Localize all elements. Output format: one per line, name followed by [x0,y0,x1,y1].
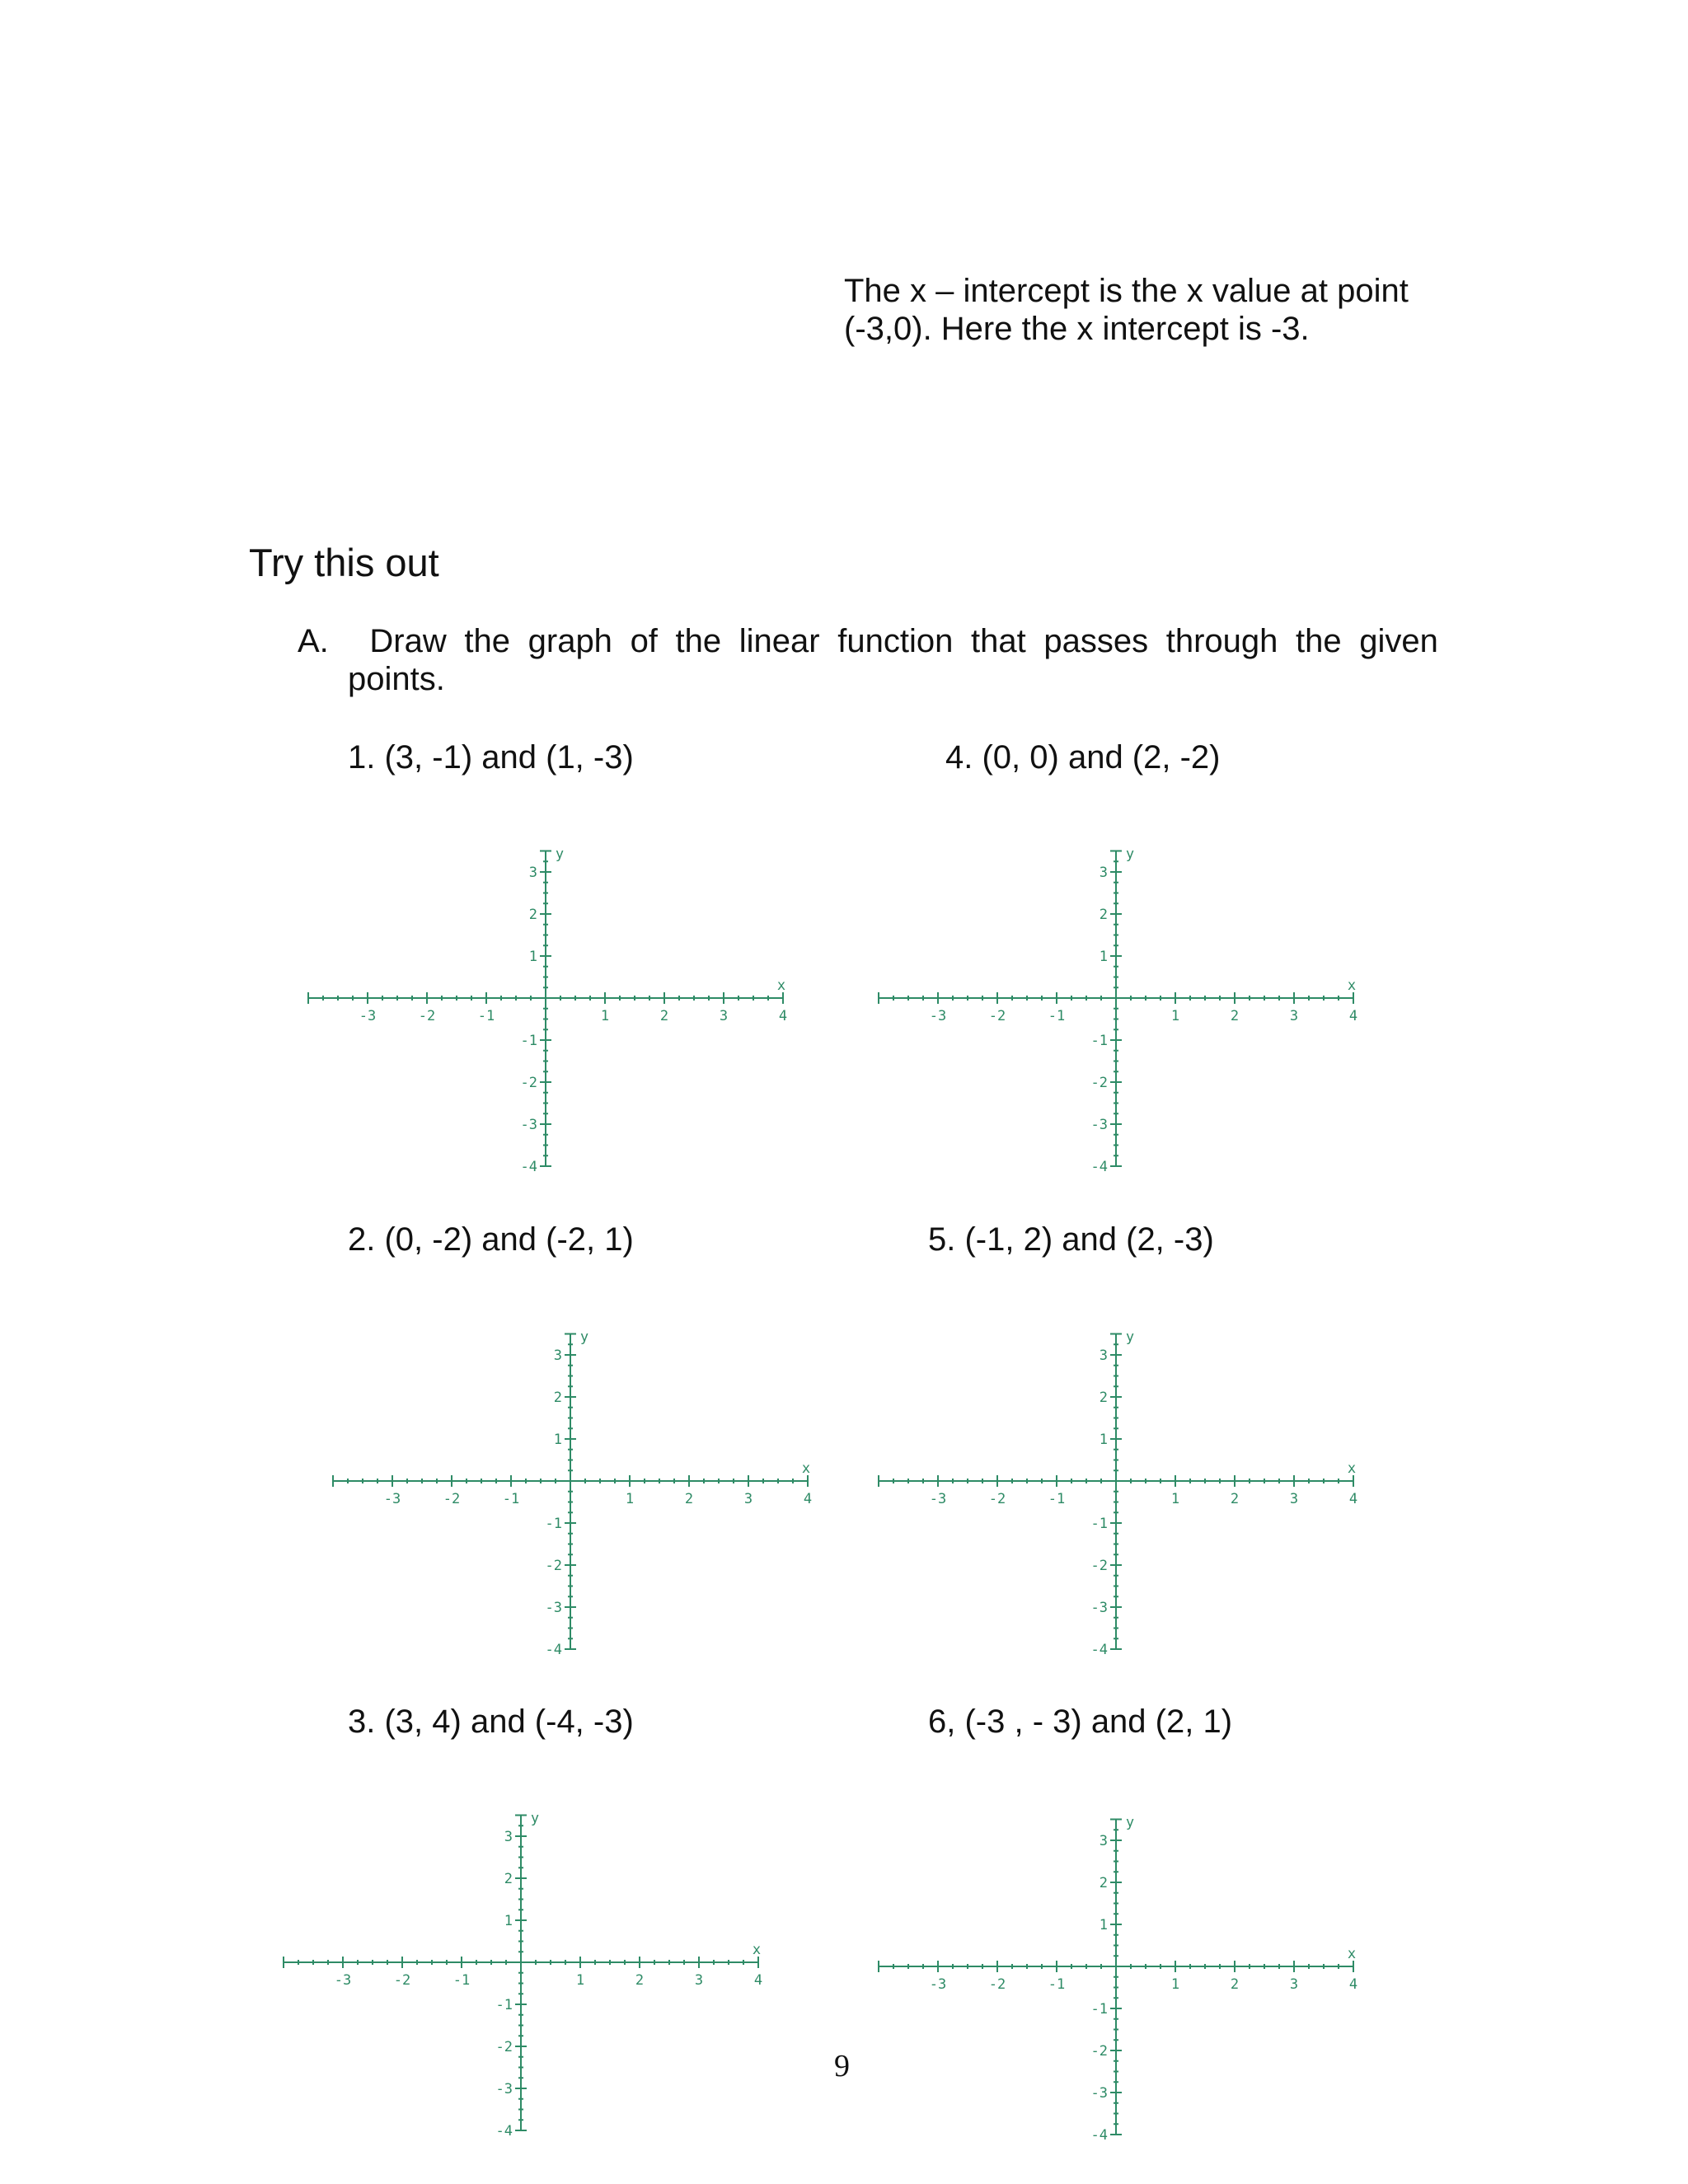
x-tick-label: 3 [1289,1976,1299,1993]
x-tick-label: -2 [443,1491,461,1507]
y-tick-label: -4 [1090,1159,1108,1175]
x-tick-label: 2 [635,1972,645,1989]
intro-line-2: (-3,0). Here the x intercept is -3. [844,311,1310,347]
x-axis-label: x [776,977,786,994]
x-axis-label: x [1347,977,1357,994]
x-tick-label: 3 [743,1491,753,1507]
x-tick-label: 1 [1170,1491,1180,1507]
problem-6-label: 6, (-3 , - 3) and (2, 1) [928,1704,1233,1740]
y-axis-label: y [555,846,565,863]
coordinate-grid-6[interactable] [876,1793,1371,2147]
x-tick-label: 2 [1230,1491,1240,1507]
x-tick-label: -1 [1048,1491,1066,1507]
x-tick-label: 2 [659,1008,669,1024]
y-tick-label: 1 [528,949,537,965]
x-tick-label: 1 [625,1491,635,1507]
instruction-word: the [464,623,510,659]
y-tick-label: 3 [1099,865,1108,881]
x-tick-label: 3 [694,1972,704,1989]
y-tick-label: 3 [1099,1833,1108,1849]
problem-4-label: 4. (0, 0) and (2, -2) [945,739,1221,776]
instruction-word: linear [738,623,820,659]
x-tick-label: 2 [1230,1008,1240,1024]
x-tick-label: 4 [1348,1008,1358,1024]
y-axis-label: y [1125,1814,1135,1831]
x-tick-label: -1 [1048,1976,1066,1993]
y-tick-label: -1 [1090,1033,1108,1049]
y-tick-label: 2 [1099,907,1108,923]
x-tick-label: -3 [334,1972,352,1989]
y-tick-label: -3 [1090,1117,1108,1133]
instruction-word: that [970,623,1026,659]
x-axis-label: x [1347,1460,1357,1477]
x-axis-label: x [752,1942,762,1958]
problem-1-label: 1. (3, -1) and (1, -3) [348,739,634,776]
instruction-word: through [1165,623,1278,659]
x-tick-label: 4 [803,1491,813,1507]
x-tick-label: 3 [719,1008,729,1024]
y-tick-label: 1 [504,1913,513,1929]
x-tick-label: 1 [600,1008,610,1024]
y-tick-label: -4 [1090,2127,1108,2144]
y-tick-label: 1 [1099,949,1108,965]
y-tick-label: 3 [528,865,537,881]
y-tick-label: -4 [1090,1642,1108,1658]
y-tick-label: -3 [520,1117,537,1133]
coordinate-grid-5[interactable] [876,1307,1371,1661]
problem-2-label: 2. (0, -2) and (-2, 1) [348,1221,634,1258]
y-tick-label: -4 [545,1642,562,1658]
page-number: 9 [834,2049,850,2083]
x-axis-label: x [1347,1946,1357,1962]
x-tick-label: 1 [1170,1008,1180,1024]
y-tick-label: -2 [1090,2043,1108,2060]
x-tick-label: -1 [452,1972,471,1989]
y-tick-label: -3 [1090,1600,1108,1616]
x-tick-label: -3 [383,1491,401,1507]
coordinate-grid-4[interactable] [876,824,1371,1179]
instruction-word: graph [528,623,612,659]
y-tick-label: -1 [520,1033,537,1049]
x-tick-label: -2 [393,1972,411,1989]
coordinate-grid-1[interactable] [305,824,799,1179]
x-axis-label: x [801,1460,811,1477]
x-tick-label: -1 [1048,1008,1066,1024]
y-tick-label: 1 [553,1432,562,1448]
x-tick-label: 3 [1289,1008,1299,1024]
instruction-word: the [1296,623,1342,659]
instruction-word: given [1359,623,1438,659]
y-tick-label: -2 [545,1558,562,1574]
y-axis-label: y [1125,1329,1135,1346]
y-axis-label: y [579,1329,589,1346]
y-tick-label: -3 [1090,2085,1108,2102]
x-tick-label: 3 [1289,1491,1299,1507]
x-tick-label: 1 [1170,1976,1180,1993]
y-tick-label: 1 [1099,1917,1108,1933]
instruction-word: the [675,623,722,659]
x-tick-label: 1 [575,1972,585,1989]
y-tick-label: 3 [553,1347,562,1364]
x-tick-label: -2 [418,1008,436,1024]
x-tick-label: -2 [988,1491,1006,1507]
x-tick-label: -1 [477,1008,495,1024]
y-tick-label: -2 [495,2039,513,2055]
y-tick-label: 2 [1099,1390,1108,1406]
coordinate-grid-2[interactable] [330,1307,824,1661]
x-tick-label: -3 [359,1008,377,1024]
y-tick-label: -1 [495,1997,513,2013]
instruction-word: function [837,623,954,659]
x-tick-label: 4 [778,1008,788,1024]
x-tick-label: 4 [1348,1491,1358,1507]
y-axis-label: y [1125,846,1135,863]
x-tick-label: 4 [1348,1976,1358,1993]
y-tick-label: 3 [504,1829,513,1845]
y-tick-label: -1 [545,1516,562,1532]
instruction-word: passes [1043,623,1149,659]
y-tick-label: -4 [495,2123,513,2139]
x-tick-label: 2 [684,1491,694,1507]
y-tick-label: 2 [553,1390,562,1406]
x-tick-label: -3 [929,1491,947,1507]
y-tick-label: -3 [495,2081,513,2097]
y-tick-label: 2 [1099,1875,1108,1891]
y-tick-label: -3 [545,1600,562,1616]
y-tick-label: 2 [528,907,537,923]
y-tick-label: -2 [1090,1075,1108,1091]
instruction-line-2: points. [348,661,445,697]
coordinate-grid-3[interactable] [280,1788,775,2143]
instruction-word: Draw [369,623,447,659]
x-tick-label: -2 [988,1976,1006,1993]
y-tick-label: -4 [520,1159,537,1175]
x-tick-label: -2 [988,1008,1006,1024]
y-axis-label: y [530,1810,540,1827]
intro-paragraph [844,272,1503,348]
x-tick-label: -3 [929,1976,947,1993]
x-tick-label: 4 [753,1972,763,1989]
x-tick-label: 2 [1230,1976,1240,1993]
instruction [298,622,1438,698]
y-tick-label: -2 [1090,1558,1108,1574]
instruction-marker: A. [298,623,329,659]
section-heading: Try this out [249,541,439,584]
instruction-word: of [630,623,658,659]
y-tick-label: -1 [1090,1516,1108,1532]
intro-line-1: The x – intercept is the x value at point [844,273,1409,309]
y-tick-label: -2 [520,1075,537,1091]
y-tick-label: 3 [1099,1347,1108,1364]
x-tick-label: -1 [502,1491,520,1507]
x-tick-label: -3 [929,1008,947,1024]
y-tick-label: 1 [1099,1432,1108,1448]
problem-5-label: 5. (-1, 2) and (2, -3) [928,1221,1214,1258]
y-tick-label: 2 [504,1871,513,1887]
y-tick-label: -1 [1090,2001,1108,2018]
instruction-line-1 [298,622,1438,660]
problem-3-label: 3. (3, 4) and (-4, -3) [348,1704,634,1740]
